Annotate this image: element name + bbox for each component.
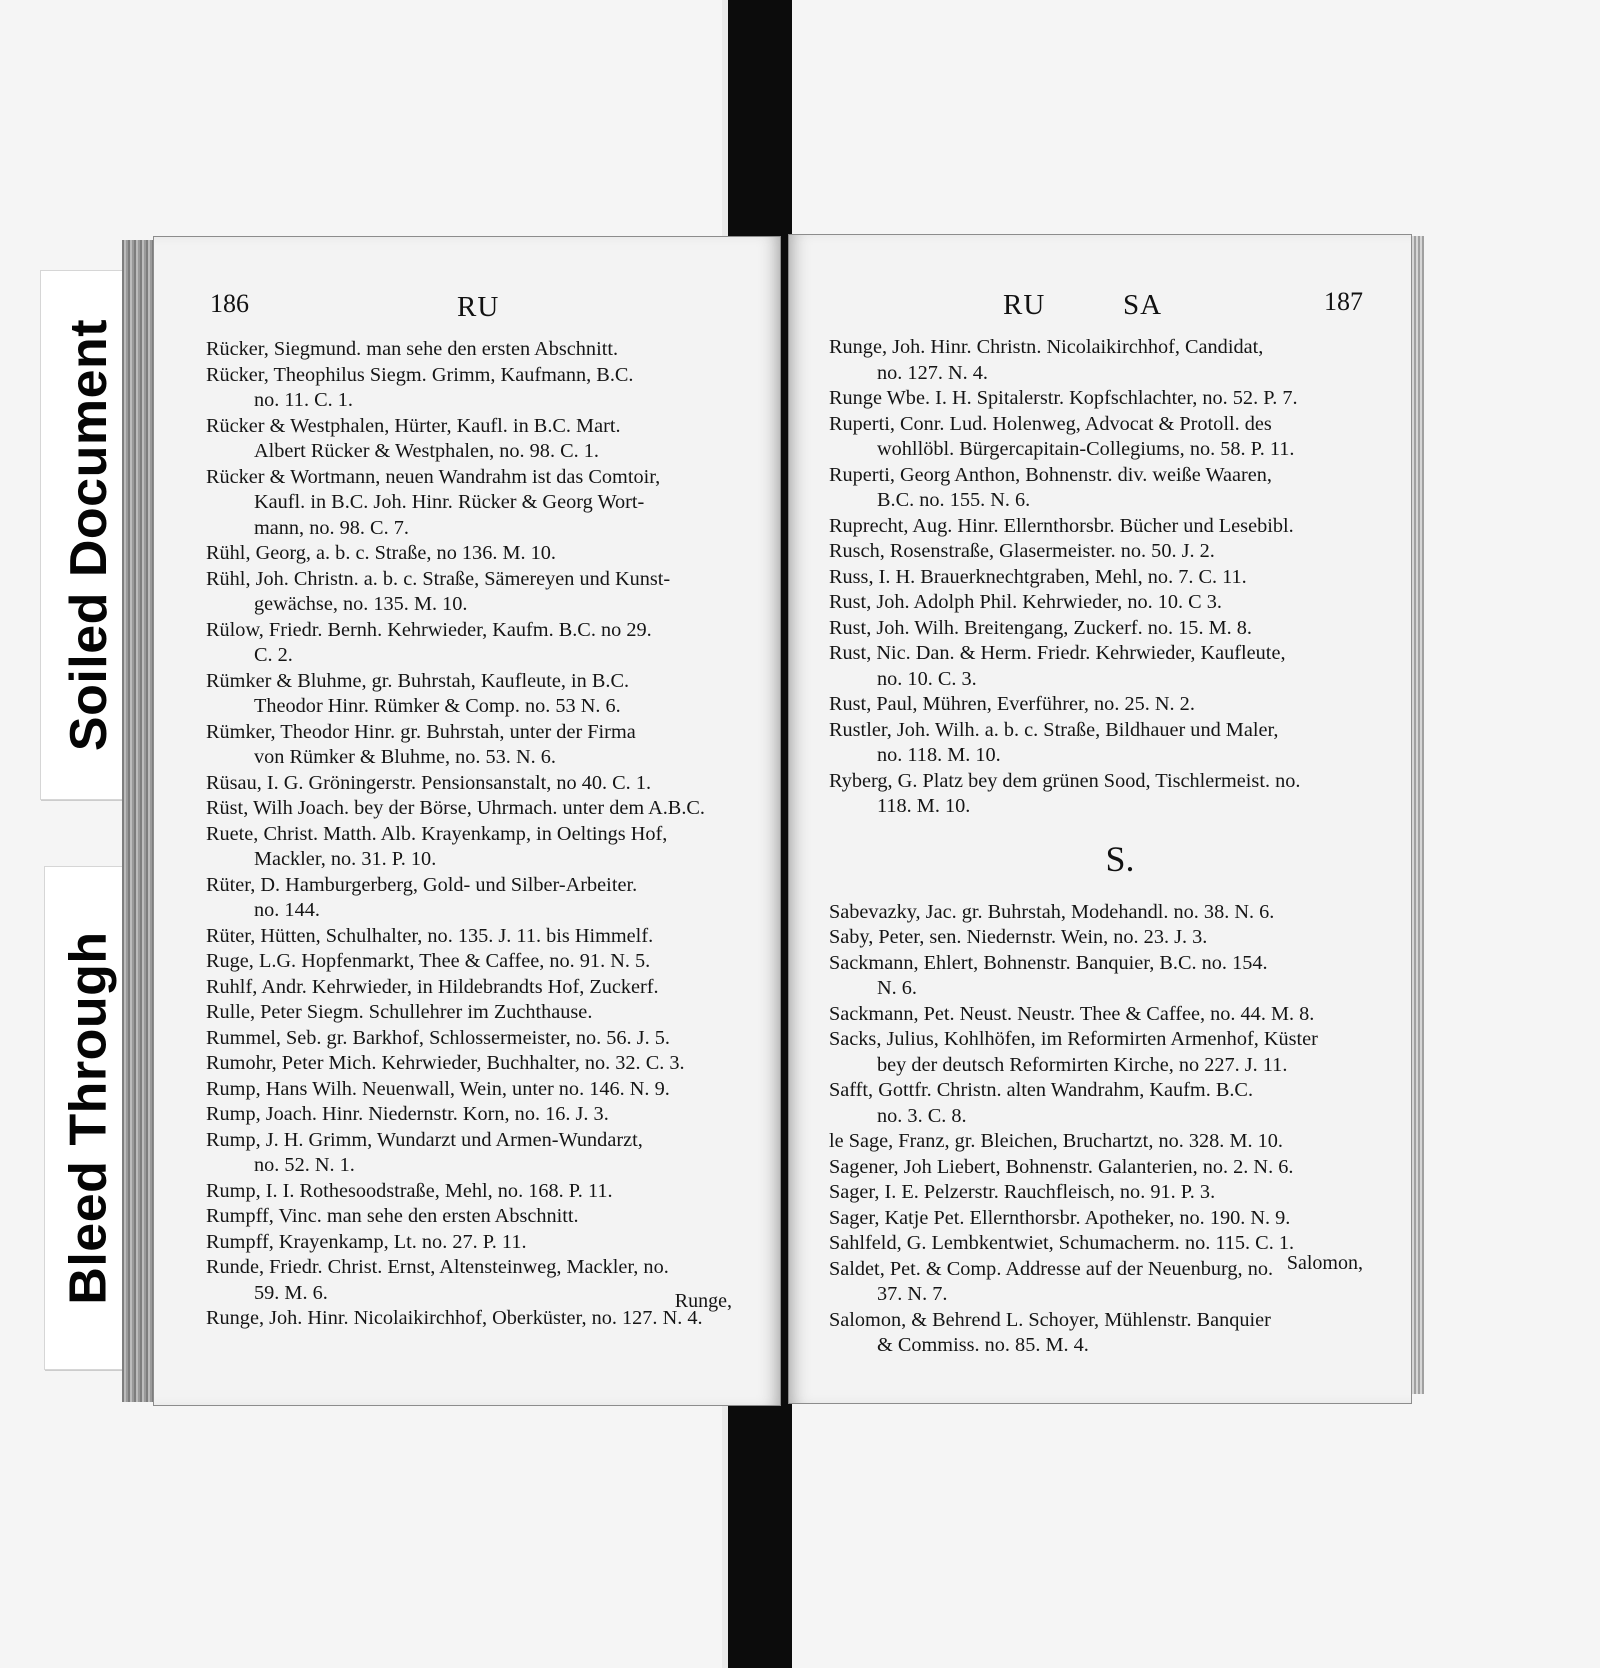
directory-entry — [206, 465, 780, 542]
directory-entry — [206, 1102, 780, 1128]
entry-line: Salomon, & Behrend L. Schoyer, Mühlenstr. Banquier — [829, 1308, 1271, 1331]
entry-line: Ruete, Christ. Matth. Alb. Krayenkamp, in Oeltings Hof, — [206, 822, 668, 845]
directory-entry — [829, 590, 1411, 616]
entry-line: Rump, I. I. Rothesoodstraße, Mehl, no. 168. P. 11. — [206, 1179, 613, 1202]
entry-line: Rümker, Theodor Hinr. gr. Buhrstah, unter der Firma — [206, 720, 636, 743]
entry-continuation-line: no. 127. N. 4. — [877, 361, 988, 384]
entry-line: Saldet, Pet. & Comp. Addresse auf der Neuenburg, no. — [829, 1257, 1274, 1280]
directory-entry — [206, 337, 780, 363]
entry-line: Runge Wbe. I. H. Spitalerstr. Kopfschlachter, no. 52. P. 7. — [829, 387, 1298, 409]
directory-entry — [829, 925, 1411, 951]
directory-entry — [206, 873, 780, 924]
directory-entry — [829, 514, 1411, 540]
ru-entry-group — [829, 335, 1411, 820]
directory-entry — [829, 1002, 1411, 1028]
entry-continuation-line: no. 3. C. 8. — [877, 1104, 967, 1127]
directory-entry — [206, 669, 780, 720]
entry-continuation-line: gewächse, no. 135. M. 10. — [254, 593, 468, 615]
entry-continuation-line: Mackler, no. 31. P. 10. — [254, 848, 437, 870]
entry-line: Ryberg, G. Platz bey dem grünen Sood, Tischlermeist. no. — [829, 769, 1301, 792]
running-headword-left: RU — [1003, 289, 1046, 321]
directory-entry — [829, 412, 1411, 463]
directory-entry — [829, 335, 1411, 386]
entry-line: Rump, J. H. Grimm, Wundarzt und Armen-Wundarzt, — [206, 1128, 643, 1151]
entry-continuation-line: N. 6. — [877, 977, 917, 999]
entry-line: Russ, I. H. Brauerknechtgraben, Mehl, no. 7. C. 11. — [829, 565, 1247, 588]
directory-entry — [829, 386, 1411, 412]
directory-entry — [829, 1155, 1411, 1181]
entry-line: Rüsau, I. G. Gröningerstr. Pensionsanstalt, no 40. C. 1. — [206, 771, 652, 794]
right-page — [788, 234, 1412, 1404]
entry-continuation-line: no. 52. N. 1. — [254, 1154, 355, 1176]
directory-entry — [829, 641, 1411, 692]
entry-continuation-line: C. 2. — [254, 644, 293, 666]
running-headword: RU — [457, 291, 500, 323]
entry-continuation-line: no. 11. C. 1. — [254, 389, 353, 411]
entry-line: Sager, Katje Pet. Ellernthorsbr. Apotheker, no. 190. N. 9. — [829, 1206, 1291, 1229]
right-entry-list — [789, 335, 1411, 1359]
right-page-header — [789, 235, 1411, 321]
entry-line: Rustler, Joh. Wilh. a. b. c. Straße, Bildhauer und Maler, — [829, 718, 1279, 741]
soiled-document-label: Soiled Document — [60, 318, 118, 752]
directory-entry — [206, 541, 780, 567]
right-page-edge — [1410, 236, 1424, 1394]
bleed-through-tab — [44, 866, 134, 1370]
directory-entry — [206, 949, 780, 975]
directory-entry — [829, 565, 1411, 591]
left-entry-list — [154, 337, 780, 1332]
entry-line: Rüst, Wilh Joach. bey der Börse, Uhrmach. unter dem A.B.C. — [206, 797, 705, 819]
entry-line: Rühl, Georg, a. b. c. Straße, no 136. M. 10. — [206, 542, 556, 564]
directory-entry — [206, 618, 780, 669]
entry-line: Rumpff, Krayenkamp, Lt. no. 27. P. 11. — [206, 1230, 527, 1253]
directory-entry — [829, 951, 1411, 1002]
directory-entry — [829, 1206, 1411, 1232]
entry-line: Rücker, Siegmund. man sehe den ersten Abschnitt. — [206, 338, 619, 360]
entry-line: Runge, Joh. Hinr. Nicolaikirchhof, Oberküster, no. 127. N. 4. — [206, 1307, 703, 1329]
running-headword-right: SA — [1123, 289, 1163, 321]
entry-line: Rust, Nic. Dan. & Herm. Friedr. Kehrwieder, Kaufleute, — [829, 642, 1286, 664]
entry-continuation-line: 37. N. 7. — [877, 1283, 948, 1305]
directory-entry — [206, 720, 780, 771]
entry-line: Ruprecht, Aug. Hinr. Ellernthorsbr. Bücher und Lesebibl. — [829, 514, 1294, 537]
sa-entry-group — [829, 900, 1411, 1359]
entry-line: Rummel, Seb. gr. Barkhof, Schlossermeister, no. 56. J. 5. — [206, 1026, 670, 1049]
entry-continuation-line: 118. M. 10. — [877, 795, 971, 817]
entry-continuation-line: wohllöbl. Bürgercapitain-Collegiums, no. 58. P. 11. — [877, 438, 1295, 460]
entry-line: Ruge, L.G. Hopfenmarkt, Thee & Caffee, no. 91. N. 5. — [206, 950, 651, 972]
entry-line: Sagener, Joh Liebert, Bohnenstr. Galanterien, no. 2. N. 6. — [829, 1155, 1294, 1178]
directory-entry — [829, 539, 1411, 565]
directory-entry — [829, 692, 1411, 718]
entry-line: Runde, Friedr. Christ. Ernst, Altensteinweg, Mackler, no. — [206, 1256, 669, 1278]
left-page — [153, 236, 781, 1406]
entry-continuation-line: von Rümker & Bluhme, no. 53. N. 6. — [254, 746, 556, 768]
directory-entry — [206, 975, 780, 1001]
directory-entry — [206, 363, 780, 414]
page-number: 187 — [1324, 287, 1363, 316]
entry-line: le Sage, Franz, gr. Bleichen, Bruchartzt, no. 328. M. 10. — [829, 1130, 1283, 1152]
entry-line: Rump, Hans Wilh. Neuenwall, Wein, unter no. 146. N. 9. — [206, 1077, 670, 1100]
directory-entry — [206, 567, 780, 618]
entry-line: Rumpff, Vinc. man sehe den ersten Abschnitt. — [206, 1205, 579, 1227]
entry-line: Rücker & Westphalen, Hürter, Kaufl. in B.C. Mart. — [206, 414, 621, 437]
entry-line: Sager, I. E. Pelzerstr. Rauchfleisch, no. 91. P. 3. — [829, 1181, 1216, 1203]
directory-entry — [206, 1026, 780, 1052]
entry-line: Rust, Joh. Adolph Phil. Kehrwieder, no. 10. C 3. — [829, 591, 1222, 613]
directory-entry — [206, 924, 780, 950]
entry-line: Rücker & Wortmann, neuen Wandrahm ist das Comtoir, — [206, 465, 661, 488]
bleed-through-label: Bleed Through — [60, 931, 118, 1305]
directory-entry — [206, 1128, 780, 1179]
entry-line: Ruperti, Conr. Lud. Holenweg, Advocat & Protoll. des — [829, 412, 1272, 435]
directory-entry — [206, 1077, 780, 1103]
catchword: Salomon, — [1286, 1252, 1363, 1274]
entry-line: Rüter, Hütten, Schulhalter, no. 135. J. 11. bis Himmelf. — [206, 924, 654, 947]
entry-line: Rump, Joach. Hinr. Niedernstr. Korn, no. 16. J. 3. — [206, 1103, 609, 1125]
directory-entry — [206, 1000, 780, 1026]
directory-entry — [829, 769, 1411, 820]
entry-line: Sackmann, Pet. Neust. Neustr. Thee & Caffee, no. 44. M. 8. — [829, 1002, 1315, 1025]
entry-continuation-line: Albert Rücker & Westphalen, no. 98. C. 1. — [254, 440, 599, 462]
entry-line: Sabevazky, Jac. gr. Buhrstah, Modehandl. no. 38. N. 6. — [829, 900, 1275, 923]
directory-entry — [829, 1078, 1411, 1129]
directory-entry — [206, 796, 780, 822]
directory-entry — [206, 414, 780, 465]
directory-entry — [206, 771, 780, 797]
entry-line: Ruhlf, Andr. Kehrwieder, in Hildebrandts Hof, Zuckerf. — [206, 975, 659, 998]
entry-line: Sahlfeld, G. Lembkentwiet, Schumacherm. no. 115. C. 1. — [829, 1232, 1295, 1254]
entry-line: Rust, Joh. Wilh. Breitengang, Zuckerf. no. 15. M. 8. — [829, 616, 1252, 639]
entry-line: Rust, Paul, Mühren, Everführer, no. 25. N. 2. — [829, 693, 1195, 715]
entry-continuation-line: no. 118. M. 10. — [877, 744, 1001, 766]
entry-line: Rümker & Bluhme, gr. Buhrstah, Kaufleute, in B.C. — [206, 669, 630, 692]
entry-line: Rusch, Rosenstraße, Glasermeister. no. 50. J. 2. — [829, 540, 1215, 562]
entry-line: Saby, Peter, sen. Niedernstr. Wein, no. 23. J. 3. — [829, 926, 1208, 948]
directory-entry — [206, 1179, 780, 1205]
entry-continuation-line: Theodor Hinr. Rümker & Comp. no. 53 N. 6. — [254, 695, 621, 717]
directory-entry — [829, 463, 1411, 514]
entry-continuation-line: 59. M. 6. — [254, 1281, 328, 1304]
directory-entry — [829, 1180, 1411, 1206]
entry-line: Runge, Joh. Hinr. Christn. Nicolaikirchhof, Candidat, — [829, 336, 1264, 358]
directory-entry — [206, 1204, 780, 1230]
directory-entry — [829, 1308, 1411, 1359]
directory-entry — [206, 1230, 780, 1256]
directory-entry — [206, 822, 780, 873]
entry-line: Rücker, Theophilus Siegm. Grimm, Kaufmann, B.C. — [206, 363, 634, 386]
entry-continuation-line: no. 10. C. 3. — [877, 667, 977, 690]
directory-entry — [829, 1027, 1411, 1078]
directory-entry — [829, 900, 1411, 926]
entry-continuation-line: B.C. no. 155. N. 6. — [877, 489, 1031, 511]
entry-continuation-line: bey der deutsch Reformirten Kirche, no 227. J. 11. — [877, 1053, 1288, 1076]
entry-line: Rüter, D. Hamburgerberg, Gold- und Silber-Arbeiter. — [206, 873, 638, 896]
entry-line: Rülow, Friedr. Bernh. Kehrwieder, Kaufm. B.C. no 29. — [206, 618, 652, 641]
entry-continuation-line: & Commiss. no. 85. M. 4. — [877, 1334, 1089, 1356]
entry-line: Rühl, Joh. Christn. a. b. c. Straße, Sämereyen und Kunst- — [206, 567, 671, 590]
left-page-header — [154, 237, 780, 323]
directory-entry — [829, 616, 1411, 642]
catchword: Runge, — [674, 1290, 732, 1312]
page-number: 186 — [210, 289, 249, 318]
entry-line: Safft, Gottfr. Christn. alten Wandrahm, Kaufm. B.C. — [829, 1079, 1254, 1101]
entry-continuation-line: mann, no. 98. C. 7. — [254, 516, 409, 539]
entry-continuation-line: no. 144. — [254, 899, 320, 921]
directory-entry — [206, 1051, 780, 1077]
entry-line: Ruperti, Georg Anthon, Bohnenstr. div. weiße Waaren, — [829, 463, 1272, 486]
entry-line: Rumohr, Peter Mich. Kehrwieder, Buchhalter, no. 32. C. 3. — [206, 1052, 685, 1074]
section-letter: S. — [1105, 838, 1135, 879]
left-page-edge — [122, 240, 156, 1402]
entry-line: Sacks, Julius, Kohlhöfen, im Reformirten Armenhof, Küster — [829, 1028, 1318, 1050]
entry-line: Sackmann, Ehlert, Bohnenstr. Banquier, B.C. no. 154. — [829, 951, 1268, 974]
entry-continuation-line: Kaufl. in B.C. Joh. Hinr. Rücker & Georg Wort- — [254, 491, 645, 513]
entry-line: Rulle, Peter Siegm. Schullehrer im Zuchthause. — [206, 1001, 593, 1023]
directory-entry — [829, 1129, 1411, 1155]
directory-entry — [829, 718, 1411, 769]
